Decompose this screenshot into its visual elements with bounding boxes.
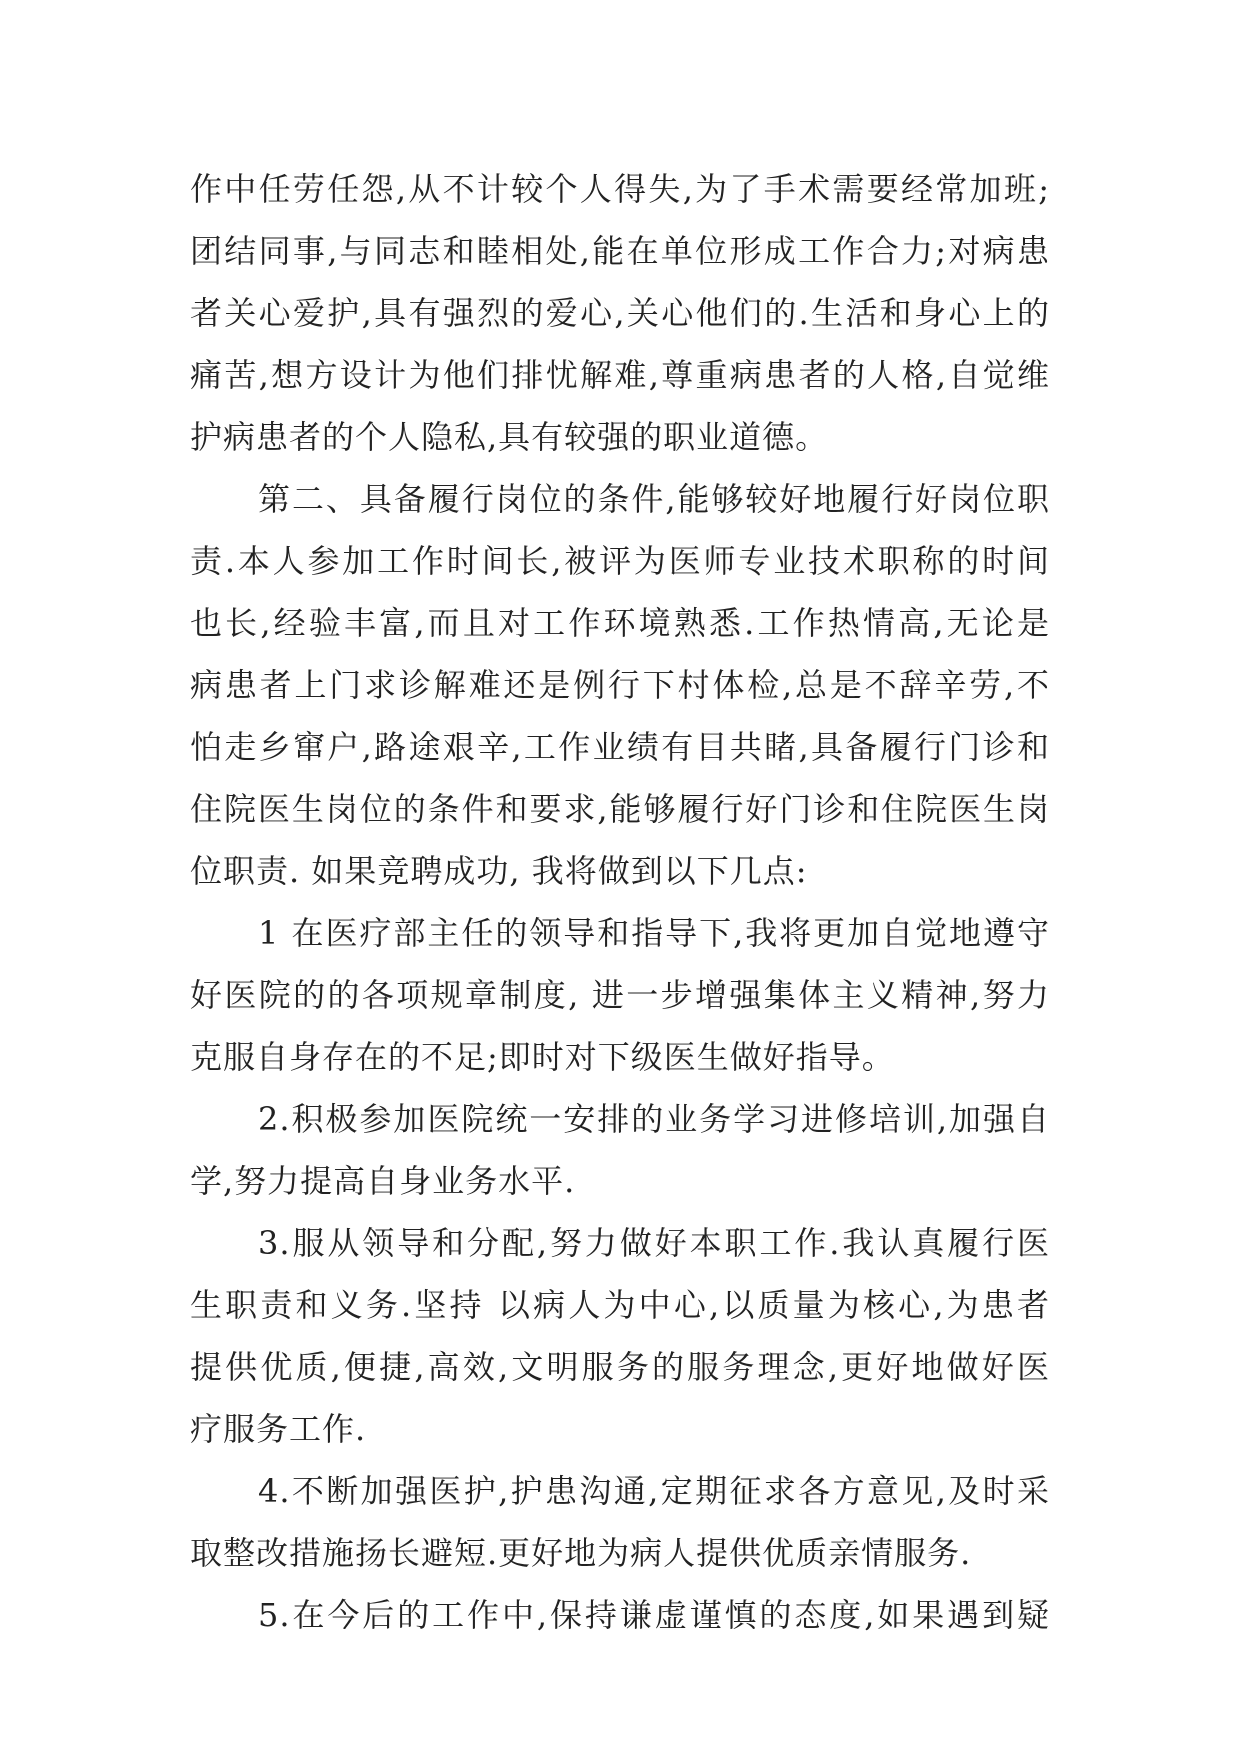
paragraph-1: [190, 158, 1050, 468]
text-line: 第二、具备履行岗位的条件,能够较好地履行好岗位职: [258, 480, 1050, 518]
text-line: 克服自身存在的不足;即时对下级医生做好指导。: [190, 1038, 895, 1076]
text-line: 生职责和义务.坚持 以病人为中心,以质量为核心,为患者: [190, 1286, 1050, 1324]
text-line: 作中任劳任怨,从不计较个人得失,为了手术需要经常加班;: [190, 170, 1050, 208]
text-line: 位职责. 如果竞聘成功, 我将做到以下几点:: [190, 852, 808, 890]
text-line: 取整改措施扬长避短.更好地为病人提供优质亲情服务.: [190, 1534, 972, 1572]
text-line: 者关心爱护,具有强烈的爱心,关心他们的.生活和身心上的: [190, 294, 1050, 332]
paragraph-4: [190, 1088, 1050, 1212]
text-line: 学,努力提高自身业务水平.: [190, 1162, 576, 1200]
text-line: 提供优质,便捷,高效,文明服务的服务理念,更好地做好医: [190, 1348, 1050, 1386]
paragraph-5: [190, 1212, 1050, 1460]
text-line: 5.在今后的工作中,保持谦虚谨慎的态度,如果遇到疑: [258, 1596, 1050, 1634]
text-line: 责.本人参加工作时间长,被评为医师专业技术职称的时间: [190, 542, 1050, 580]
paragraph-2: [190, 468, 1050, 902]
document-page: [190, 158, 1050, 1646]
text-line: 4.不断加强医护,护患沟通,定期征求各方意见,及时采: [258, 1472, 1050, 1510]
text-line: 痛苦,想方设计为他们排忧解难,尊重病患者的人格,自觉维: [190, 356, 1050, 394]
text-line: 2.积极参加医院统一安排的业务学习进修培训,加强自: [258, 1100, 1050, 1138]
text-line: 疗服务工作.: [190, 1410, 367, 1448]
text-line: 住院医生岗位的条件和要求,能够履行好门诊和住院医生岗: [190, 790, 1050, 828]
text-line: 病患者上门求诊解难还是例行下村体检,总是不辞辛劳,不: [190, 666, 1050, 704]
text-line: 1 在医疗部主任的领导和指导下,我将更加自觉地遵守: [258, 914, 1050, 952]
text-line: 也长,经验丰富,而且对工作环境熟悉.工作热情高,无论是: [190, 604, 1050, 642]
paragraph-6: [190, 1460, 1050, 1584]
text-line: 护病患者的个人隐私,具有较强的职业道德。: [190, 418, 829, 456]
text-line: 怕走乡窜户,路途艰辛,工作业绩有目共睹,具备履行门诊和: [190, 728, 1050, 766]
paragraph-3: [190, 902, 1050, 1088]
paragraph-7: [190, 1584, 1050, 1646]
text-line: 3.服从领导和分配,努力做好本职工作.我认真履行医: [258, 1224, 1050, 1262]
text-line: 好医院的的各项规章制度, 进一步增强集体主义精神,努力: [190, 976, 1050, 1014]
text-line: 团结同事,与同志和睦相处,能在单位形成工作合力;对病患: [190, 232, 1050, 270]
